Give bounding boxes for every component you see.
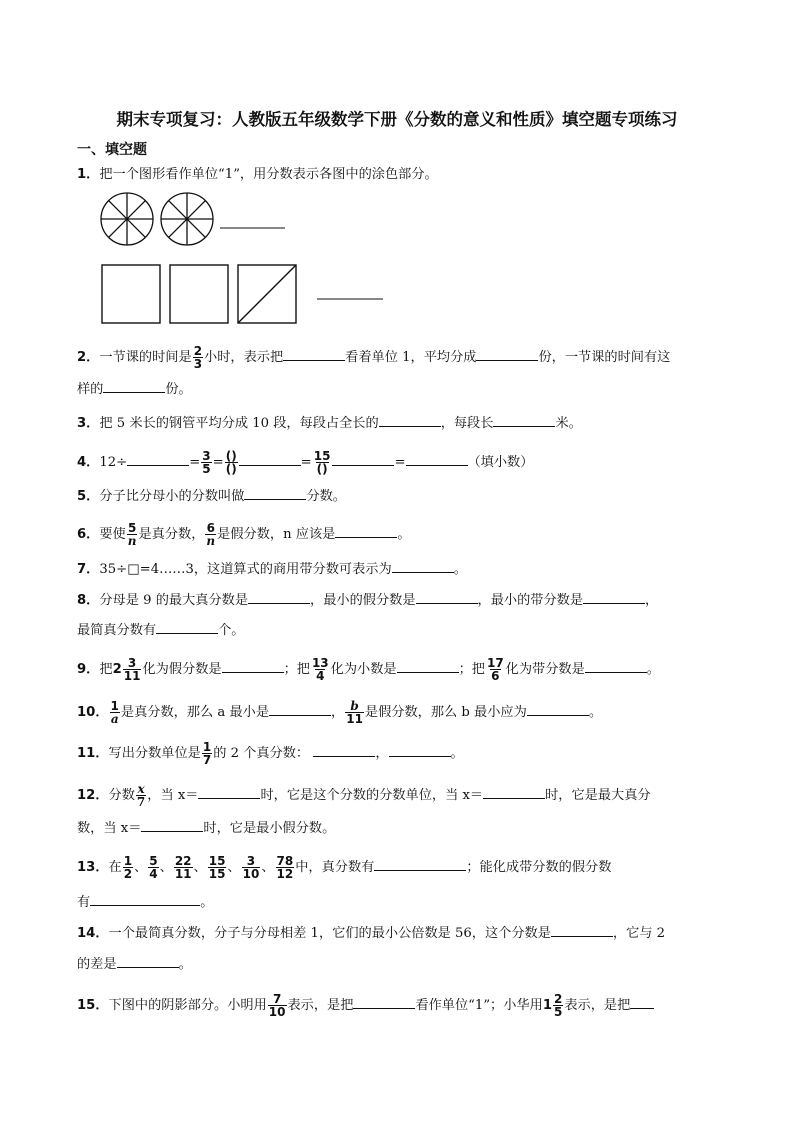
question-number: 13． <box>77 860 109 875</box>
circle-figure-2 <box>161 193 213 245</box>
question-number: 4． <box>77 455 100 470</box>
question-text: 小时，表示把 <box>204 350 284 365</box>
answer-blank[interactable] <box>127 453 189 466</box>
question-number: 10． <box>77 705 109 720</box>
question-12 <box>77 783 651 808</box>
question-8-cont <box>77 621 245 641</box>
fraction-numerator: 78 <box>276 854 294 868</box>
fraction <box>202 741 212 766</box>
question-text: 看着单位 1，平均分成 <box>345 350 477 365</box>
answer-blank[interactable] <box>117 955 179 968</box>
question-text: 。 <box>450 746 464 761</box>
answer-blank[interactable] <box>353 996 415 1009</box>
question-text: 分母是 9 的最大真分数是 <box>99 593 249 608</box>
question-14 <box>77 924 665 944</box>
question-5 <box>77 487 346 507</box>
question-number: 1． <box>77 167 100 182</box>
answer-blank[interactable] <box>335 525 397 538</box>
fraction-numerator: 22 <box>174 854 192 868</box>
question-text: 分子比分母小的分数叫做 <box>99 489 245 504</box>
question-number: 11． <box>77 746 109 761</box>
fraction-denominator: 10 <box>268 1005 286 1019</box>
answer-blank[interactable] <box>527 703 589 716</box>
question-13 <box>77 855 611 880</box>
question-text: 有 <box>77 895 91 910</box>
question-text: 最简真分数有 <box>77 623 157 638</box>
fraction-denominator: 5 <box>202 462 211 476</box>
fraction <box>225 450 238 475</box>
answer-blank[interactable] <box>374 858 466 871</box>
answer-blank[interactable] <box>248 591 310 604</box>
fraction-denominator: 7 <box>202 753 212 767</box>
fraction-numerator: b <box>350 699 359 713</box>
fraction <box>276 855 295 880</box>
answer-blank[interactable] <box>244 487 306 500</box>
answer-blank[interactable] <box>476 348 538 361</box>
answer-blank[interactable] <box>103 380 165 393</box>
fraction <box>110 700 120 725</box>
fraction-denominator: 3 <box>193 357 203 371</box>
question-text: 。 <box>588 705 602 720</box>
question-8 <box>77 591 658 611</box>
question-6 <box>77 522 411 547</box>
fraction-numerator: 1 <box>110 699 119 713</box>
fraction <box>205 522 216 547</box>
answer-blank[interactable] <box>313 744 375 757</box>
question-text: 的差是 <box>77 957 117 972</box>
answer-blank[interactable] <box>332 453 394 466</box>
question-number: 2 <box>112 662 122 677</box>
answer-blank[interactable] <box>551 924 613 937</box>
question-text: 是真分数，那么 a 最小是 <box>120 705 270 720</box>
question-text: 分数。 <box>306 489 346 504</box>
question-text: = <box>394 455 406 470</box>
question-text: 是假分数，那么 b 最小应为 <box>364 705 527 720</box>
answer-blank[interactable] <box>397 660 459 673</box>
question-text: 。 <box>646 662 660 677</box>
answer-blank[interactable] <box>392 560 454 573</box>
fraction-numerator: 15 <box>208 854 226 868</box>
fraction <box>193 345 203 370</box>
question-text: 化为带分数是 <box>505 662 585 677</box>
question-number: 15． <box>77 998 109 1013</box>
question-text: ，最小的带分数是 <box>477 593 584 608</box>
question-text: 写出分数单位是 <box>108 746 201 761</box>
question-2-cont <box>77 380 192 400</box>
question-text: 表示，是把 <box>287 998 354 1013</box>
question-number: 6． <box>77 527 100 542</box>
answer-blank[interactable] <box>90 893 200 906</box>
question-15 <box>77 993 654 1018</box>
fraction <box>242 855 261 880</box>
answer-blank[interactable] <box>406 453 468 466</box>
question-12-cont <box>77 819 335 839</box>
question-text: 35÷□=4……3，这道算式的商用带分数可表示为 <box>99 562 392 577</box>
fraction-denominator: 5 <box>554 1005 563 1019</box>
fraction-denominator: n <box>127 534 137 548</box>
answer-blank[interactable] <box>416 591 478 604</box>
question-14-cont <box>77 955 192 975</box>
answer-blank[interactable] <box>222 660 284 673</box>
question-text: 数，当 x＝ <box>77 821 142 836</box>
question-number: 7． <box>77 562 100 577</box>
question-text: （填小数） <box>467 455 534 470</box>
fraction-denominator: 12 <box>276 867 294 881</box>
question-text: 、 <box>227 860 241 875</box>
question-text: 。 <box>397 527 411 542</box>
question-text: 是假分数，n 应该是 <box>217 527 336 542</box>
question-text: 。 <box>178 957 192 972</box>
answer-blank[interactable] <box>141 819 203 832</box>
fraction-denominator: () <box>316 462 328 476</box>
fraction-denominator: () <box>225 462 237 476</box>
fraction-numerator: x <box>137 782 145 796</box>
answer-blank[interactable] <box>483 786 545 799</box>
answer-blank[interactable] <box>269 703 331 716</box>
section-heading: 一、填空题 <box>77 142 147 158</box>
question-number: 3． <box>77 416 100 431</box>
question-10 <box>77 700 602 725</box>
answer-blank[interactable] <box>156 621 218 634</box>
fraction <box>208 855 227 880</box>
fraction <box>486 657 505 682</box>
answer-blank[interactable] <box>198 786 260 799</box>
fraction-numerator: 1 <box>202 740 212 754</box>
question-3 <box>77 414 582 434</box>
question-text: 一个最简真分数，分子与分母相差 1，它们的最小公倍数是 56，这个分数是 <box>108 926 551 941</box>
fraction <box>311 657 330 682</box>
fraction <box>123 657 142 682</box>
question-text: 一节课的时间是 <box>99 350 192 365</box>
answer-blank[interactable] <box>630 996 654 1009</box>
question-text: ，最小的假分数是 <box>310 593 416 608</box>
answer-blank[interactable] <box>583 591 645 604</box>
fraction-denominator: 4 <box>149 867 158 881</box>
fraction-numerator: 3 <box>246 854 256 868</box>
question-text: 在 <box>108 860 122 875</box>
fraction-numerator: 1 <box>123 854 133 868</box>
question-text: 份。 <box>165 382 192 397</box>
fraction-denominator: 11 <box>123 669 141 683</box>
question-11 <box>77 741 464 766</box>
fraction <box>148 855 158 880</box>
question-number: 1 <box>542 998 552 1013</box>
question-text: ， <box>331 705 345 720</box>
question-text: = <box>300 455 312 470</box>
fraction-numerator: 7 <box>272 992 282 1006</box>
question-text: ，当 x＝ <box>147 788 199 803</box>
fraction <box>268 993 287 1018</box>
answer-blank[interactable] <box>389 744 451 757</box>
answer-blank[interactable] <box>283 348 345 361</box>
question-text: 、 <box>159 860 173 875</box>
fraction-denominator: n <box>206 534 216 548</box>
question-text: ， <box>645 593 659 608</box>
circle-figure-1 <box>101 193 153 245</box>
fraction-denominator: 15 <box>208 867 226 881</box>
question-number: 14． <box>77 926 109 941</box>
square-figure-1 <box>102 265 160 323</box>
fraction <box>313 450 332 475</box>
question-text: 。 <box>453 562 467 577</box>
fraction <box>345 700 364 725</box>
fraction-denominator: 11 <box>346 712 363 726</box>
fraction-numerator: 6 <box>206 521 215 535</box>
fraction-denominator: 7 <box>136 795 146 809</box>
question-number: 5． <box>77 489 100 504</box>
fraction <box>127 522 138 547</box>
question-number: 9． <box>77 662 100 677</box>
answer-blank[interactable] <box>239 453 301 466</box>
question-text: 时，它是最大真分 <box>545 788 651 803</box>
question-text: 的 2 个真分数： <box>213 746 310 761</box>
question-text: 化为小数是 <box>330 662 397 677</box>
fraction-numerator: 2 <box>554 992 563 1006</box>
question-13-cont <box>77 893 213 913</box>
question-4 <box>77 450 533 475</box>
question-number: 2． <box>77 350 100 365</box>
question-number: 8． <box>77 593 100 608</box>
question-7 <box>77 560 467 580</box>
page-title: 期末专项复习：人教版五年级数学下册《分数的意义和性质》填空题专项练习 <box>116 110 678 129</box>
question-text: 把 5 米长的钢管平均分成 10 段，每段占全长的 <box>99 416 379 431</box>
question-text: 要使 <box>99 527 126 542</box>
question-text: 把 <box>99 662 113 677</box>
question-text: ；把 <box>458 662 485 677</box>
question-text: 中，真分数有 <box>295 860 375 875</box>
question-2 <box>77 345 670 370</box>
fraction <box>201 450 211 475</box>
fraction-numerator: 15 <box>313 449 331 463</box>
question-text: 。 <box>200 895 214 910</box>
fraction-numerator: 3 <box>202 449 211 463</box>
question-text: ；能化成带分数的假分数 <box>466 860 612 875</box>
question-text: 是真分数， <box>138 527 205 542</box>
fraction <box>174 855 193 880</box>
question-text: 看作单位“1”；小华用 <box>415 998 543 1013</box>
question-text: ， <box>375 746 389 761</box>
answer-blank[interactable] <box>585 660 647 673</box>
question-text: ；把 <box>283 662 310 677</box>
question-text: ，它与 2 <box>612 926 666 941</box>
question-text: 12÷ <box>99 455 128 470</box>
question-text: 时，它是这个分数的分数单位，当 x＝ <box>260 788 484 803</box>
fraction-denominator: 4 <box>316 669 325 683</box>
square-figure-2 <box>170 265 228 323</box>
question-text: 份，一节课的时间有这 <box>538 350 671 365</box>
question-text: 个。 <box>218 623 245 638</box>
question-text: 样的 <box>77 382 104 397</box>
fraction-numerator: 17 <box>486 656 504 670</box>
question-number: 12． <box>77 788 109 803</box>
fraction-numerator: () <box>225 449 237 463</box>
question-text: 表示，是把 <box>564 998 631 1013</box>
answer-blank[interactable] <box>493 414 555 427</box>
question-text: 米。 <box>555 416 582 431</box>
question-text: 下图中的阴影部分。小明用 <box>108 998 267 1013</box>
answer-blank[interactable] <box>379 414 441 427</box>
question-text: 、 <box>261 860 275 875</box>
question-1 <box>77 165 438 185</box>
fraction-denominator: 2 <box>123 867 133 881</box>
fraction-numerator: 5 <box>149 854 158 868</box>
fraction <box>553 993 563 1018</box>
question-1-figures <box>100 192 390 328</box>
question-text: = <box>189 455 201 470</box>
question-9 <box>77 657 660 682</box>
fraction-numerator: 2 <box>193 344 203 358</box>
fraction-denominator: 10 <box>242 867 260 881</box>
question-text: 时，它是最小假分数。 <box>203 821 336 836</box>
fraction-numerator: 3 <box>127 656 137 670</box>
fraction <box>123 855 133 880</box>
fraction-denominator: 11 <box>174 867 192 881</box>
question-text: ，每段长 <box>440 416 494 431</box>
question-text: 、 <box>134 860 148 875</box>
question-text: 化为假分数是 <box>142 662 222 677</box>
question-text: 把一个图形看作单位“1”，用分数表示各图中的涂色部分。 <box>99 167 438 182</box>
fraction-numerator: 13 <box>311 656 329 670</box>
fraction-denominator: a <box>110 712 119 726</box>
fraction-denominator: 6 <box>491 669 500 683</box>
fraction-numerator: 5 <box>127 521 137 535</box>
fraction <box>136 783 146 808</box>
question-text: 、 <box>193 860 207 875</box>
question-text: = <box>212 455 224 470</box>
question-text: 分数 <box>108 788 135 803</box>
